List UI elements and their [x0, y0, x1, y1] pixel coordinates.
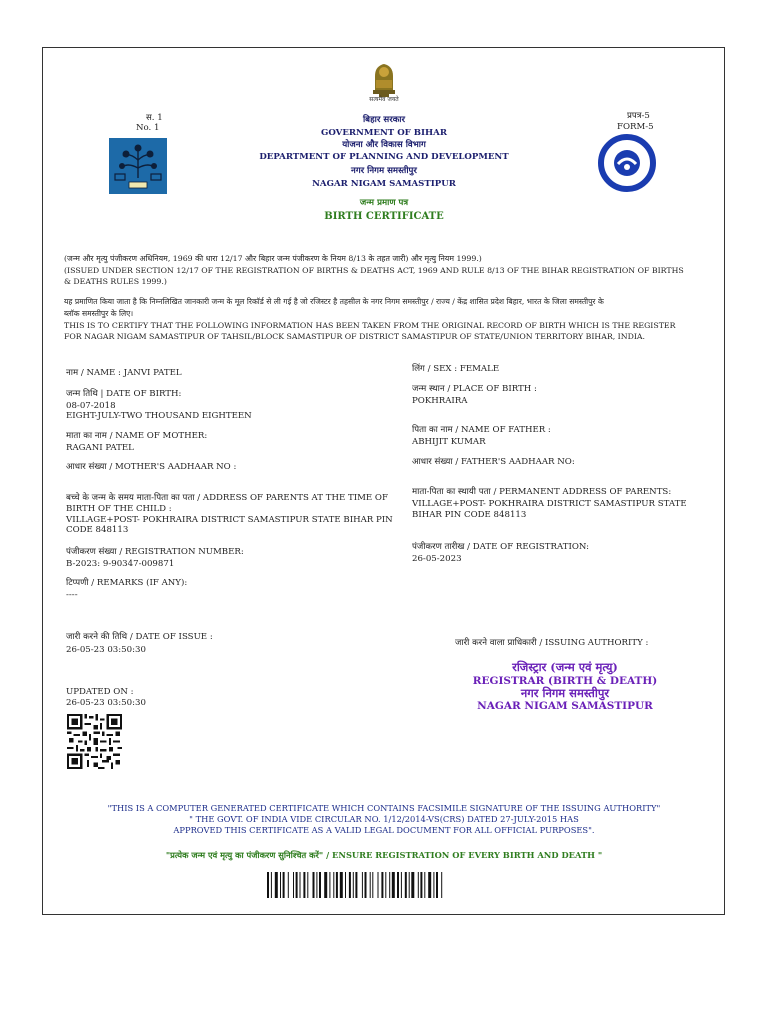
registration-number-value: B-2023: 9-90347-009871: [66, 559, 175, 569]
address-at-birth-label-line2: BIRTH OF THE CHILD :: [66, 504, 172, 514]
crs-logo-icon: [596, 134, 658, 192]
circular-note-line2: APPROVED THIS CERTIFICATE AS A VALID LEGAL DOCUMENT FOR ALL OFFICIAL PURPOSES".: [173, 825, 595, 835]
certify-en-line1: THIS IS TO CERTIFY THAT THE FOLLOWING INFORMATION HAS BEEN TAKEN FROM THE ORIGINAL RECORD OF BIRTH WHICH IS THE REGISTER: [64, 321, 676, 330]
mother-name-value: RAGANI PATEL: [66, 443, 134, 453]
issuing-authority-label: जारी करने वाला प्राधिकारी / ISSUING AUTHORITY :: [455, 638, 649, 648]
issued-under-en-line2: & DEATHS RULES 1999.): [64, 277, 167, 286]
circular-note-line1: " THE GOVT. OF INDIA VIDE CIRCULAR NO. 1/12/2014-VS(CRS) DATED 27-JULY-2015 HAS: [189, 814, 579, 824]
remarks-value: ----: [66, 590, 78, 600]
certify-hi-line2: ब्लॉक समस्तीपुर के लिए।: [64, 309, 134, 318]
date-of-issue-value: 26-05-23 03:50:30: [66, 645, 146, 655]
form-number-en: FORM-5: [617, 122, 654, 132]
certificate-title-hi: जन्म प्रमाण पत्र: [359, 198, 409, 208]
planning-department-logo-icon: [109, 138, 167, 194]
serial-number-hi: स. 1: [146, 113, 163, 123]
dob-words: EIGHT-JULY-TWO THOUSAND EIGHTEEN: [66, 411, 252, 421]
certificate-title-en: BIRTH CERTIFICATE: [324, 211, 444, 222]
computer-generated-note: "THIS IS A COMPUTER GENERATED CERTIFICATE WHICH CONTAINS FACSIMILE SIGNATURE OF THE ISSUING AUTHORITY": [107, 803, 661, 813]
emblem-motto: सत्यमेव जयते: [369, 96, 399, 103]
address-at-birth-value-line1: VILLAGE+POST- POKHRAIRA DISTRICT SAMASTIPUR STATE BIHAR PIN: [66, 515, 393, 525]
department-name-hi: योजना और विकास विभाग: [342, 140, 426, 150]
registrar-office-en: NAGAR NIGAM SAMASTIPUR: [477, 700, 653, 712]
serial-number-en: No. 1: [136, 123, 160, 133]
registrar-signature-hi: रजिस्ट्रार (जन्म एवं मृत्यु): [512, 660, 618, 674]
state-name-en: GOVERNMENT OF BIHAR: [321, 128, 447, 138]
issuing-body-en: NAGAR NIGAM SAMASTIPUR: [312, 179, 456, 189]
certify-en-line2: FOR NAGAR NIGAM SAMASTIPUR OF TAHSIL/BLOCK SAMASTIPUR OF DISTRICT SAMASTIPUR OF STATE/UNION TERRITORY BIHAR, INDIA.: [64, 332, 646, 341]
registration-number-label: पंजीकरण संख्या / REGISTRATION NUMBER:: [66, 547, 244, 557]
place-of-birth-value: POKHRAIRA: [412, 396, 468, 406]
issuing-body-hi: नगर निगम समस्तीपुर: [351, 166, 417, 176]
dob-value: 08-07-2018: [66, 401, 116, 411]
mother-aadhaar-label: आधार संख्या / MOTHER'S AADHAAR NO :: [66, 462, 237, 472]
child-name: नाम / NAME : JANVI PATEL: [66, 368, 182, 378]
form-number-hi: प्रपत्र-5: [627, 111, 650, 121]
father-name-value: ABHIJIT KUMAR: [412, 437, 486, 447]
place-of-birth-label: जन्म स्थान / PLACE OF BIRTH :: [412, 384, 537, 394]
registration-date-value: 26-05-2023: [412, 554, 462, 564]
mother-name-label: माता का नाम / NAME OF MOTHER:: [66, 431, 208, 441]
qr-code-icon: [67, 714, 122, 769]
registrar-office-hi: नगर निगम समस्तीपुर: [520, 686, 610, 700]
certify-hi-line1: यह प्रमाणित किया जाता है कि निम्नलिखित जानकारी जन्म के मूल रिकॉर्ड से ली गई है जो रजिस्टर है तहसील के नगर निगम समस्तीपुर / राज्य / केंद्र शासित प्रदेश बिहार, भारत के जिला समस्तीपुर के: [64, 297, 604, 306]
address-at-birth-label-line1: बच्चे के जन्म के समय माता-पिता का पता / ADDRESS OF PARENTS AT THE TIME OF: [66, 493, 388, 503]
address-at-birth-value-line2: CODE 848113: [66, 525, 129, 535]
permanent-address-label: माता-पिता का स्थायी पता / PERMANENT ADDRESS OF PARENTS:: [412, 487, 672, 497]
father-aadhaar-label: आधार संख्या / FATHER'S AADHAAR NO:: [412, 457, 575, 467]
updated-on-label: UPDATED ON :: [66, 687, 134, 697]
permanent-address-value-line1: VILLAGE+POST- POKHRAIRA DISTRICT SAMASTIPUR STATE: [412, 499, 687, 509]
issued-under-hi: (जन्म और मृत्यु पंजीकरण अधिनियम, 1969 की धारा 12/17 और बिहार जन्म पंजीकरण के नियम 8/13 के तहत जारी) और मृत्यु नियम 1999.): [64, 254, 482, 263]
issued-under-en-line1: (ISSUED UNDER SECTION 12/17 OF THE REGISTRATION OF BIRTHS & DEATHS ACT, 1969 AND RULE 8/13 OF THE BIHAR REGISTRATION OF BIRTHS: [64, 266, 684, 275]
remarks-label: टिप्पणी / REMARKS (IF ANY):: [66, 578, 188, 588]
department-name-en: DEPARTMENT OF PLANNING AND DEVELOPMENT: [259, 152, 509, 162]
updated-on-value: 26-05-23 03:50:30: [66, 698, 146, 708]
dob-label: जन्म तिथि | DATE OF BIRTH:: [66, 389, 182, 399]
registrar-signature-en: REGISTRAR (BIRTH & DEATH): [472, 675, 658, 687]
registration-slogan: "प्रत्येक जन्म एवं मृत्यु का पंजीकरण सुनिश्चित करें" / ENSURE REGISTRATION OF EVERY BIRTH AND DEATH ": [165, 850, 603, 860]
permanent-address-value-line2: BIHAR PIN CODE 848113: [412, 510, 527, 520]
date-of-issue-label: जारी करने की तिथि / DATE OF ISSUE :: [66, 632, 213, 642]
state-name-hi: बिहार सरकार: [362, 115, 406, 125]
father-name-label: पिता का नाम / NAME OF FATHER :: [412, 425, 551, 435]
registration-date-label: पंजीकरण तारीख / DATE OF REGISTRATION:: [412, 542, 590, 552]
sex-field: लिंग / SEX : FEMALE: [412, 364, 500, 374]
barcode-icon: [267, 872, 499, 898]
